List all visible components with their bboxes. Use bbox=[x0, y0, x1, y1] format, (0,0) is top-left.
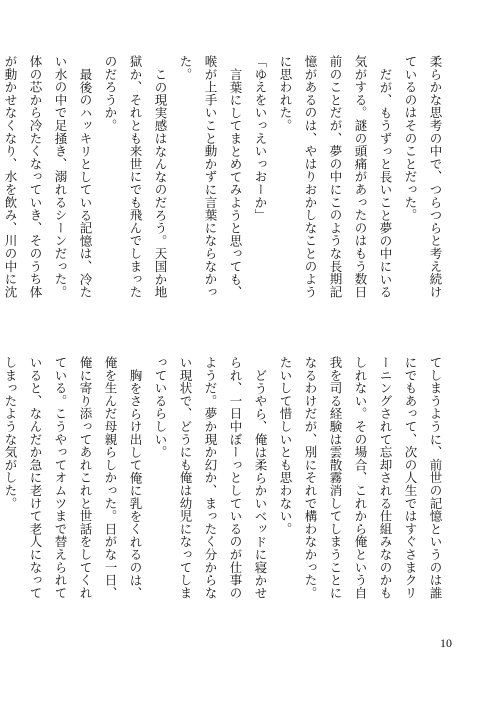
paragraph: 胸をさらけ出して俺に乳をくれるのは、俺を生んだ母親らしかった。日がな一日、俺に寄り添ってあれこれと世話をしてくれている。こうやってオムツまで替えられていると、なんだか急に老けて老人になってしまったような気がした。 bbox=[3, 356, 143, 600]
paragraph: だが、もうずっと長いこと夢の中にいる気がする。謎の頭痛があったのはもう数日前のことだが、夢の中にこのような長期記憶があるのは、やはりおかしなことのように思われた。 bbox=[278, 55, 393, 299]
text-block-bottom bbox=[3, 356, 448, 604]
page-number: 10 bbox=[440, 636, 452, 650]
paragraph: この現実感はなんなのだろう。天国か地獄か、それとも来世にでも飛んでしまったのだろうか。 bbox=[103, 55, 168, 299]
text-block-top bbox=[3, 55, 448, 303]
paragraph: 言葉にしてまとめてみようと思っても、喉が上手いこと動かずに言葉にならなかった。 bbox=[178, 55, 243, 299]
paragraph: 最後のハッキリとしている記憶は、冷たい水の中で足掻き、溺れるシーンだった。体の芯から冷たくなっていき、そのうち体が動かせなくなり、水を飲み、川の中に沈 bbox=[3, 55, 93, 299]
paragraph: 柔らかな思考の中で、つらつらと考え続けているのはそのことだった。 bbox=[403, 55, 443, 299]
paragraph: どうやら、俺は柔らかいベッドに寝かせられ、一日中ぼーっとしているのが仕事のようだ。夢か現か幻か、まったく分からない現状で、どうにも俺は幼児になってしまっているらしい。 bbox=[153, 356, 268, 600]
dialogue-line: 「ゆえをいっえいっおーか」 bbox=[253, 55, 268, 222]
paragraph: てしまうように、前世の記憶というのは誰にでもあって、次の人生ではすぐさまクリーニングされて忘却される仕組みなのかもしれない。その場合、これから俺という自我を司る経験は雲散霧消してしまうことになるわけだが、別にそれで構わなかった。たいして惜しいとも思わない。 bbox=[278, 356, 443, 600]
